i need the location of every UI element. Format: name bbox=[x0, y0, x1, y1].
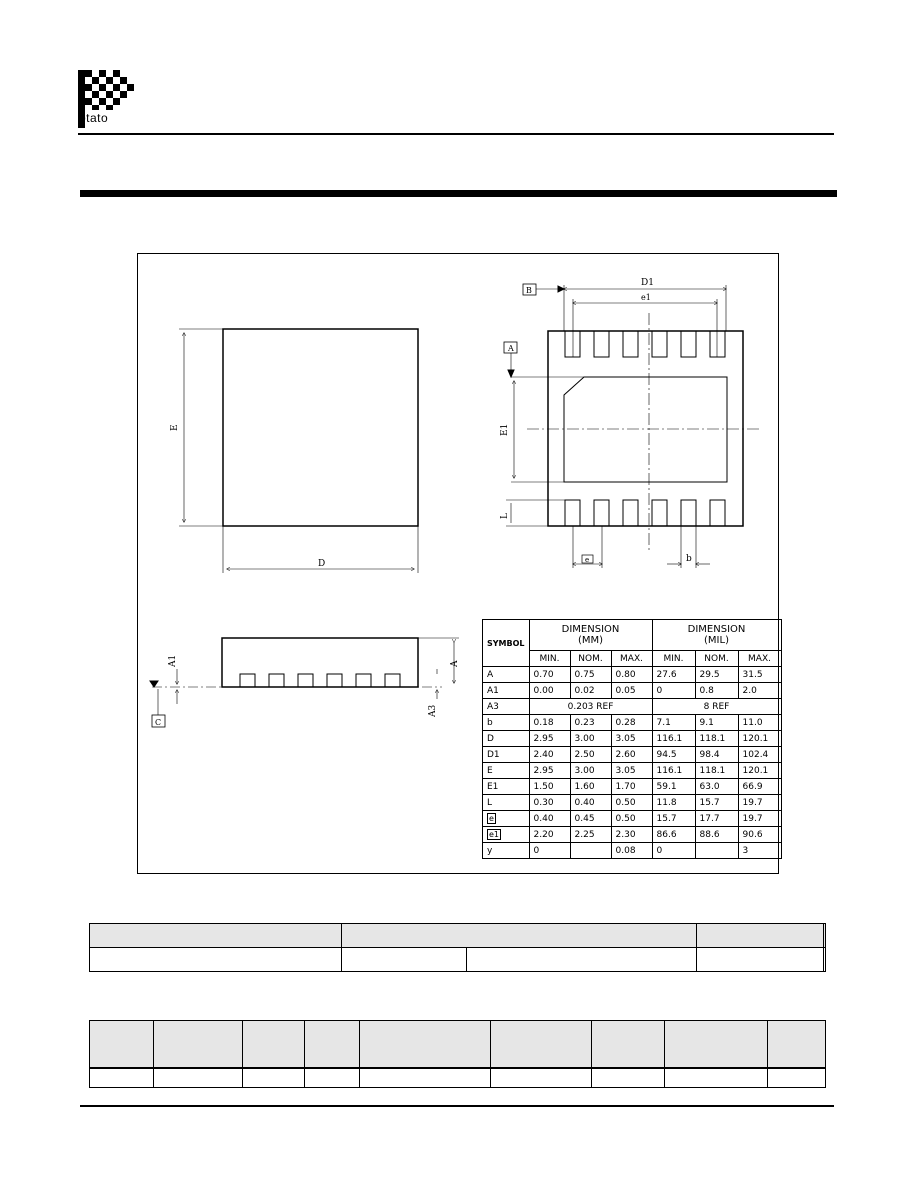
value-cell: 27.6 bbox=[652, 667, 695, 683]
value-cell: 0.28 bbox=[611, 715, 652, 731]
value-cell: 19.7 bbox=[738, 795, 781, 811]
table-row bbox=[483, 747, 782, 763]
value-cell: 66.9 bbox=[738, 779, 781, 795]
value-cell: 9.1 bbox=[695, 715, 738, 731]
bottom-view-body bbox=[548, 331, 743, 526]
label-A-datum: A bbox=[508, 344, 514, 353]
value-cell: 0.23 bbox=[570, 715, 611, 731]
symbol-cell: A bbox=[483, 667, 530, 683]
value-cell: 2.50 bbox=[570, 747, 611, 763]
value-cell: 2.30 bbox=[611, 827, 652, 843]
dimension-rows bbox=[483, 667, 782, 859]
value-cell: 0.40 bbox=[570, 795, 611, 811]
value-cell: 15.7 bbox=[695, 795, 738, 811]
value-cell: 0.75 bbox=[570, 667, 611, 683]
table-row bbox=[483, 763, 782, 779]
title-bar bbox=[80, 190, 837, 197]
label-A: A bbox=[450, 660, 460, 667]
symbol-cell: D1 bbox=[483, 747, 530, 763]
value-cell: 0 bbox=[529, 843, 570, 859]
info-table-1 bbox=[89, 923, 826, 972]
value-cell bbox=[570, 843, 611, 859]
value-cell: 31.5 bbox=[738, 667, 781, 683]
footer-rule bbox=[80, 1105, 834, 1107]
label-A3: A3 bbox=[428, 704, 438, 717]
subheader-cell: MIN. bbox=[652, 651, 695, 667]
value-cell: 17.7 bbox=[695, 811, 738, 827]
label-D1: D1 bbox=[641, 278, 654, 288]
value-cell: 0 bbox=[652, 683, 695, 699]
table-row bbox=[483, 843, 782, 859]
value-cell: 98.4 bbox=[695, 747, 738, 763]
table-row bbox=[483, 715, 782, 731]
symbol-cell: E1 bbox=[483, 779, 530, 795]
value-cell: 1.50 bbox=[529, 779, 570, 795]
package-outline-drawing bbox=[137, 253, 779, 618]
dimension-table bbox=[482, 619, 782, 859]
top-view-body bbox=[223, 329, 418, 526]
table-row bbox=[483, 667, 782, 683]
subheader-cell: MAX. bbox=[611, 651, 652, 667]
value-cell: 3.05 bbox=[611, 763, 652, 779]
value-cell: 118.1 bbox=[695, 731, 738, 747]
value-cell: 0.45 bbox=[570, 811, 611, 827]
value-cell: 59.1 bbox=[652, 779, 695, 795]
table-row bbox=[483, 731, 782, 747]
label-b: b bbox=[686, 554, 692, 564]
value-cell: 0.30 bbox=[529, 795, 570, 811]
value-cell: 2.95 bbox=[529, 763, 570, 779]
label-C-datum: C bbox=[155, 718, 162, 727]
value-cell: 2.60 bbox=[611, 747, 652, 763]
mil-header: DIMENSION (MIL) bbox=[652, 620, 781, 651]
value-cell: 3.00 bbox=[570, 731, 611, 747]
value-cell: 0.40 bbox=[529, 811, 570, 827]
value-cell: 86.6 bbox=[652, 827, 695, 843]
value-cell: 3.00 bbox=[570, 763, 611, 779]
value-cell: 0.203 REF bbox=[529, 699, 652, 715]
symbol-header: SYMBOL bbox=[483, 620, 530, 667]
label-A1: A1 bbox=[168, 654, 178, 667]
value-cell: 0.8 bbox=[695, 683, 738, 699]
symbol-cell: y bbox=[483, 843, 530, 859]
value-cell: 63.0 bbox=[695, 779, 738, 795]
value-cell: 11.8 bbox=[652, 795, 695, 811]
value-cell: 1.70 bbox=[611, 779, 652, 795]
value-cell: 116.1 bbox=[652, 731, 695, 747]
value-cell: 0.00 bbox=[529, 683, 570, 699]
value-cell: 120.1 bbox=[738, 763, 781, 779]
value-cell: 19.7 bbox=[738, 811, 781, 827]
value-cell: 15.7 bbox=[652, 811, 695, 827]
value-cell: 0.70 bbox=[529, 667, 570, 683]
table-row bbox=[483, 779, 782, 795]
mm-header: DIMENSION (MM) bbox=[529, 620, 652, 651]
label-E: E bbox=[170, 424, 180, 431]
label-B-datum: B bbox=[526, 286, 532, 295]
value-cell: 0.50 bbox=[611, 795, 652, 811]
value-cell: 90.6 bbox=[738, 827, 781, 843]
table-row bbox=[483, 683, 782, 699]
value-cell: 11.0 bbox=[738, 715, 781, 731]
value-cell: 0.02 bbox=[570, 683, 611, 699]
value-cell: 116.1 bbox=[652, 763, 695, 779]
symbol-cell: L bbox=[483, 795, 530, 811]
table-row bbox=[483, 811, 782, 827]
value-cell: 0.08 bbox=[611, 843, 652, 859]
header-rule bbox=[78, 133, 834, 135]
table-row bbox=[483, 827, 782, 843]
value-cell: 120.1 bbox=[738, 731, 781, 747]
symbol-cell: E bbox=[483, 763, 530, 779]
symbol-cell: D bbox=[483, 731, 530, 747]
value-cell: 3.05 bbox=[611, 731, 652, 747]
value-cell: 2.25 bbox=[570, 827, 611, 843]
value-cell: 29.5 bbox=[695, 667, 738, 683]
value-cell: 2.20 bbox=[529, 827, 570, 843]
value-cell: 0.50 bbox=[611, 811, 652, 827]
value-cell: 2.0 bbox=[738, 683, 781, 699]
value-cell: 0.18 bbox=[529, 715, 570, 731]
value-cell: 2.40 bbox=[529, 747, 570, 763]
symbol-cell: A3 bbox=[483, 699, 530, 715]
label-e1: e1 bbox=[641, 293, 651, 302]
value-cell bbox=[695, 843, 738, 859]
table-row bbox=[483, 699, 782, 715]
value-cell: 94.5 bbox=[652, 747, 695, 763]
symbol-cell: e1 bbox=[483, 827, 530, 843]
logo-text: otato bbox=[79, 111, 109, 125]
label-D: D bbox=[318, 559, 326, 569]
label-L: L bbox=[500, 513, 510, 519]
symbol-cell: b bbox=[483, 715, 530, 731]
value-cell: 102.4 bbox=[738, 747, 781, 763]
value-cell: 118.1 bbox=[695, 763, 738, 779]
value-cell: 3 bbox=[738, 843, 781, 859]
subheader-cell: NOM. bbox=[695, 651, 738, 667]
value-cell: 7.1 bbox=[652, 715, 695, 731]
value-cell: 1.60 bbox=[570, 779, 611, 795]
side-view-drawing bbox=[137, 619, 477, 734]
symbol-cell: A1 bbox=[483, 683, 530, 699]
symbol-cell: e bbox=[483, 811, 530, 827]
subheader-cell: NOM. bbox=[570, 651, 611, 667]
label-e: e bbox=[585, 556, 590, 564]
value-cell: 0.05 bbox=[611, 683, 652, 699]
value-cell: 0.80 bbox=[611, 667, 652, 683]
subheader-cell: MIN. bbox=[529, 651, 570, 667]
value-cell: 2.95 bbox=[529, 731, 570, 747]
value-cell: 8 REF bbox=[652, 699, 781, 715]
value-cell: 0 bbox=[652, 843, 695, 859]
table-row bbox=[483, 795, 782, 811]
value-cell: 88.6 bbox=[695, 827, 738, 843]
label-E1: E1 bbox=[500, 423, 510, 436]
info-table-2 bbox=[89, 1020, 826, 1088]
subheader-cell: MAX. bbox=[738, 651, 781, 667]
